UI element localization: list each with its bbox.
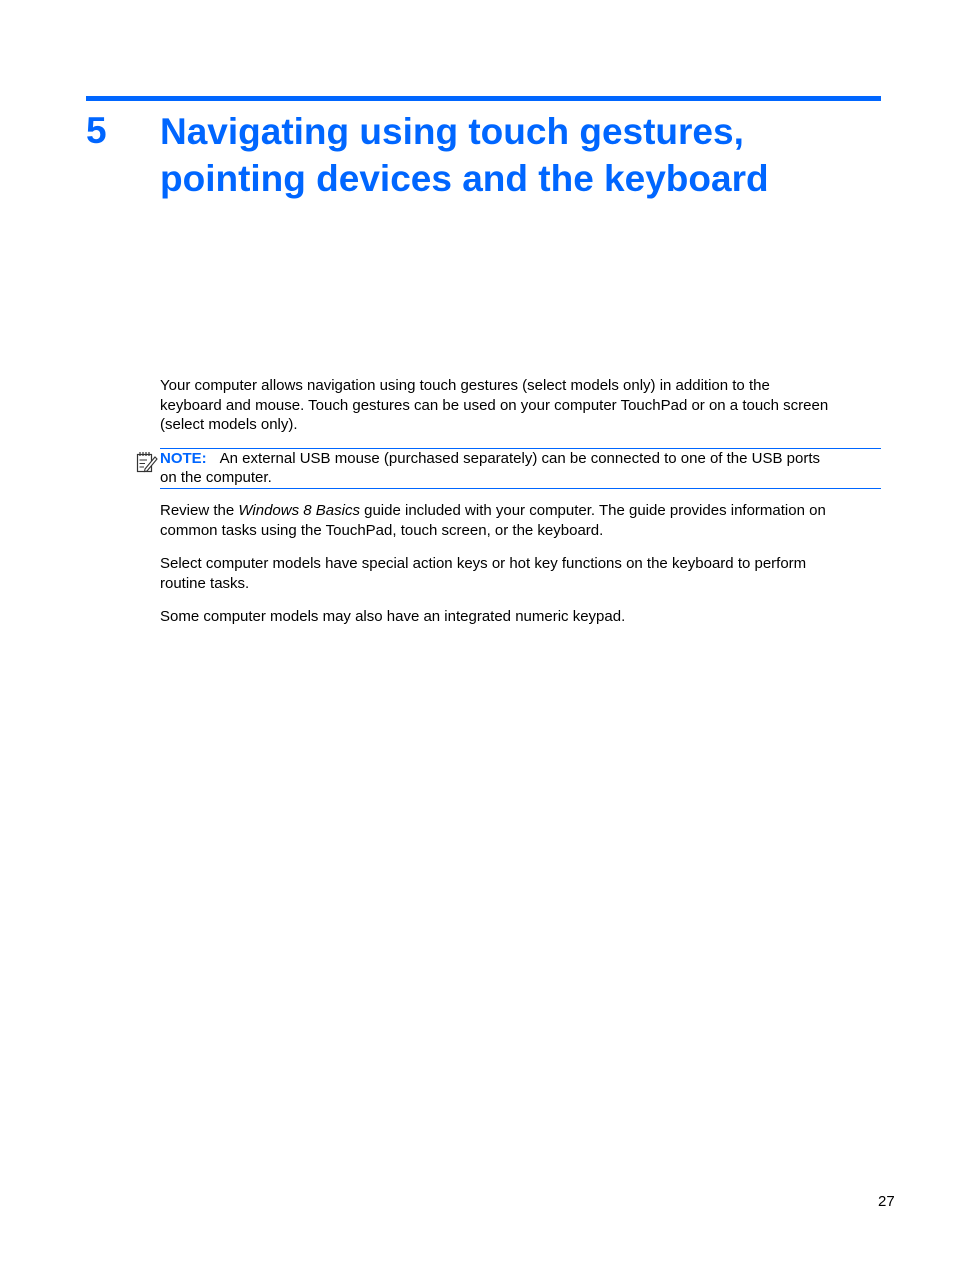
- intro-line-2: keyboard and mouse. Touch gestures can be used on your computer TouchPad or on a touch screen: [160, 396, 829, 414]
- select-models-line-1: Select computer models have special action keys or hot key functions on the keyboard to perform: [160, 555, 807, 572]
- numeric-keypad-paragraph: [160, 607, 882, 627]
- note-label: NOTE:: [160, 450, 207, 467]
- page-number: 27: [878, 1193, 895, 1210]
- intro-line-1: Your computer allows navigation using touch gestures (select models only) in addition to the: [160, 377, 770, 394]
- review-line-1: [160, 501, 882, 521]
- review-line-1-after: guide included with your computer. The guide provides information on: [359, 502, 826, 519]
- review-line-1-before: Review the: [160, 502, 239, 519]
- note-line-1-text: An external USB mouse (purchased separately) can be connected to one of the USB ports: [219, 450, 821, 467]
- intro-line-3: (select models only).: [160, 416, 298, 433]
- select-models-line-2: routine tasks.: [160, 574, 250, 592]
- intro-paragraph: [160, 376, 882, 435]
- note-line-1: [160, 449, 881, 468]
- guide-title: Windows 8 Basics: [238, 502, 360, 519]
- chapter-title-line-2: pointing devices and the keyboard: [160, 158, 769, 199]
- numeric-keypad-line-1: Some computer models may also have an integrated numeric keypad.: [160, 608, 626, 625]
- chapter-top-rule: [86, 96, 881, 101]
- review-paragraph: [160, 501, 882, 540]
- chapter-title-line-1: Navigating using touch gestures,: [160, 111, 744, 152]
- note-pad-icon: [136, 450, 158, 474]
- review-line-2: common tasks using the TouchPad, touch screen, or the keyboard.: [160, 521, 604, 539]
- note-text: [160, 449, 881, 487]
- chapter-number: 5: [86, 110, 107, 151]
- chapter-title: [160, 108, 880, 202]
- select-models-paragraph: [160, 554, 882, 593]
- note-box: [160, 448, 881, 489]
- note-line-2: on the computer.: [160, 469, 272, 486]
